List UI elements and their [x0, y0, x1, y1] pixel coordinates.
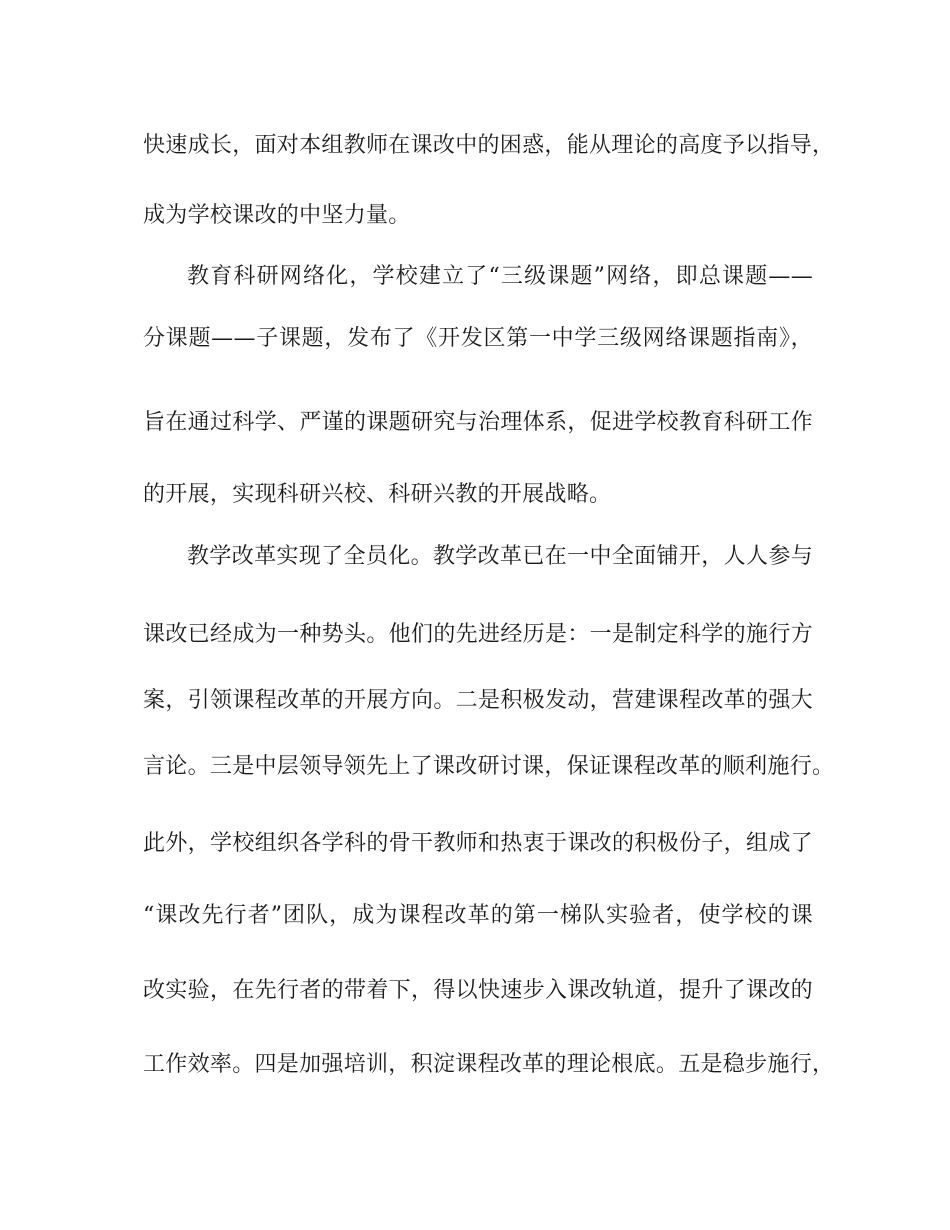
text-line: 分课题——子课题，发布了《开发区第一中学三级网络课题指南》，: [143, 326, 813, 351]
text-line: 课改已经成为一种势头。他们的先进经历是：一是制定科学的施行方: [143, 622, 813, 647]
text-line: 快速成长，面对本组教师在课改中的困惑，能从理论的高度予以指导，: [143, 133, 835, 158]
text-line: 旨在通过科学、严谨的课题研究与治理体系，促进学校教育科研工作: [143, 410, 813, 435]
text-line: 此外，学校组织各学科的骨干教师和热衷于课改的积极份子，组成了: [143, 831, 813, 856]
text-line: 成为学校课改的中坚力量。: [143, 203, 411, 228]
paragraph-start-line: 教育科研网络化，学校建立了“三级课题”网络，即总课题——: [187, 264, 813, 289]
paragraph-start-line: 教学改革实现了全员化。教学改革已在一中全面铺开，人人参与: [187, 544, 813, 569]
text-line: 的开展，实现科研兴校、科研兴教的开展战略。: [143, 482, 612, 507]
text-line: “课改先行者”团队，成为课程改革的第一梯队实验者，使学校的课: [143, 903, 813, 928]
text-line: 工作效率。四是加强培训，积淀课程改革的理论根底。五是稳步施行，: [143, 1052, 835, 1077]
text-line: 言论。三是中层领导领先上了课改研讨课，保证课程改革的顺利施行。: [143, 754, 835, 779]
text-line: 案，引领课程改革的开展方向。二是积极发动，营建课程改革的强大: [143, 688, 813, 713]
text-line: 改实验，在先行者的带着下，得以快速步入课改轨道，提升了课改的: [143, 978, 813, 1003]
